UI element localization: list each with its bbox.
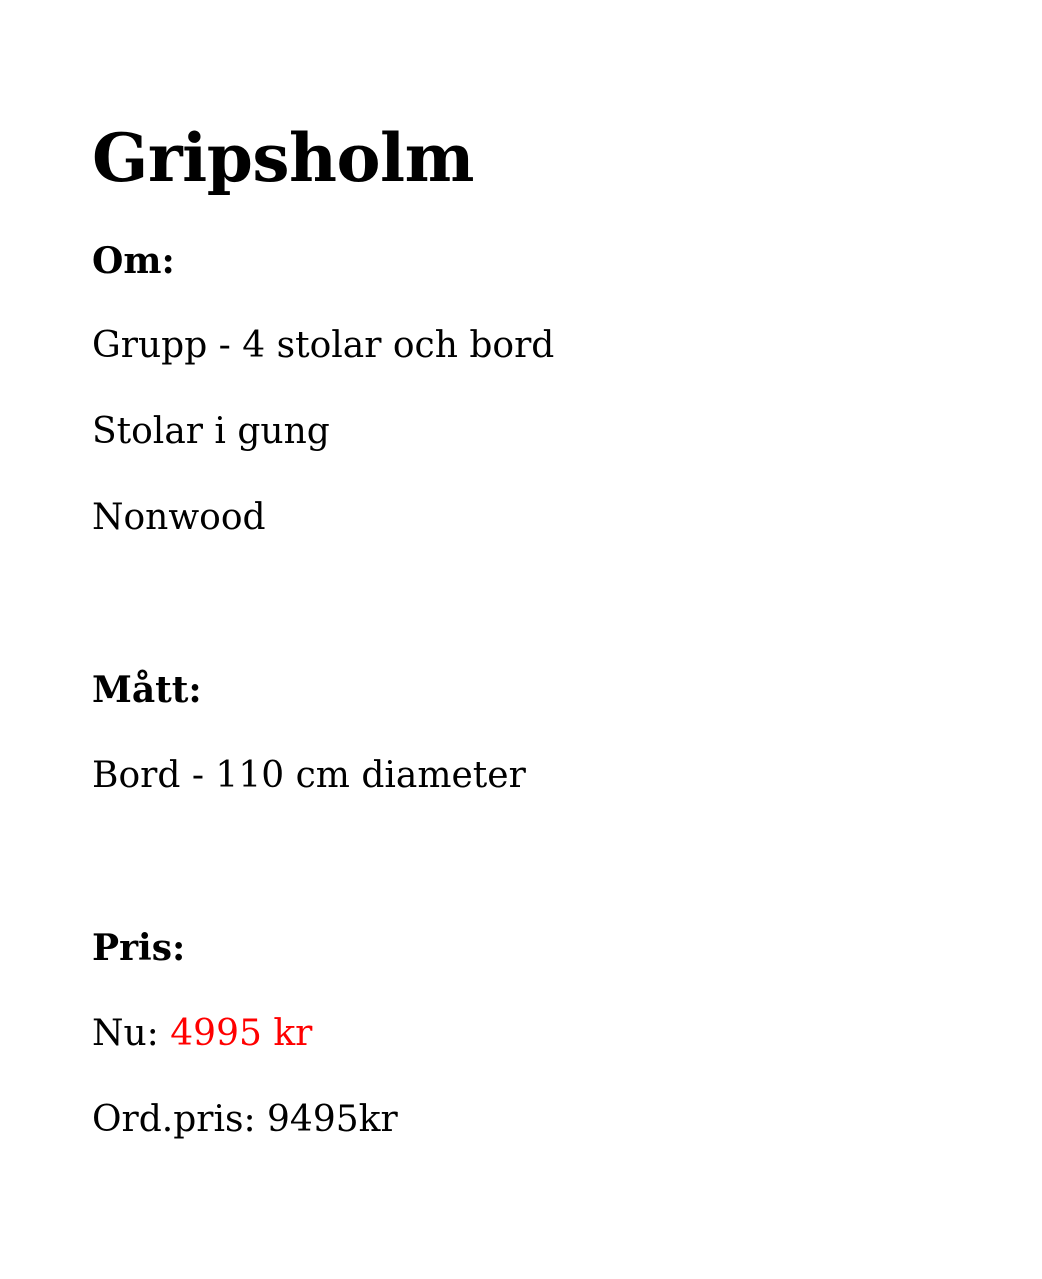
price-now-row bbox=[92, 1012, 312, 1056]
price-ordinary: Ord.pris: 9495kr bbox=[92, 1099, 398, 1140]
price-heading: Pris: bbox=[92, 927, 186, 969]
product-title: Gripsholm bbox=[92, 119, 474, 197]
about-heading: Om: bbox=[92, 240, 175, 282]
about-line-material: Nonwood bbox=[92, 497, 266, 538]
price-now-label: Nu: bbox=[92, 1013, 171, 1054]
dimensions-heading: Mått: bbox=[92, 669, 202, 711]
about-line-chairs: Stolar i gung bbox=[92, 411, 330, 452]
dimensions-line-table: Bord - 110 cm diameter bbox=[92, 755, 526, 796]
price-now-value: 4995 kr bbox=[170, 1013, 313, 1054]
about-line-group: Grupp - 4 stolar och bord bbox=[92, 325, 555, 366]
